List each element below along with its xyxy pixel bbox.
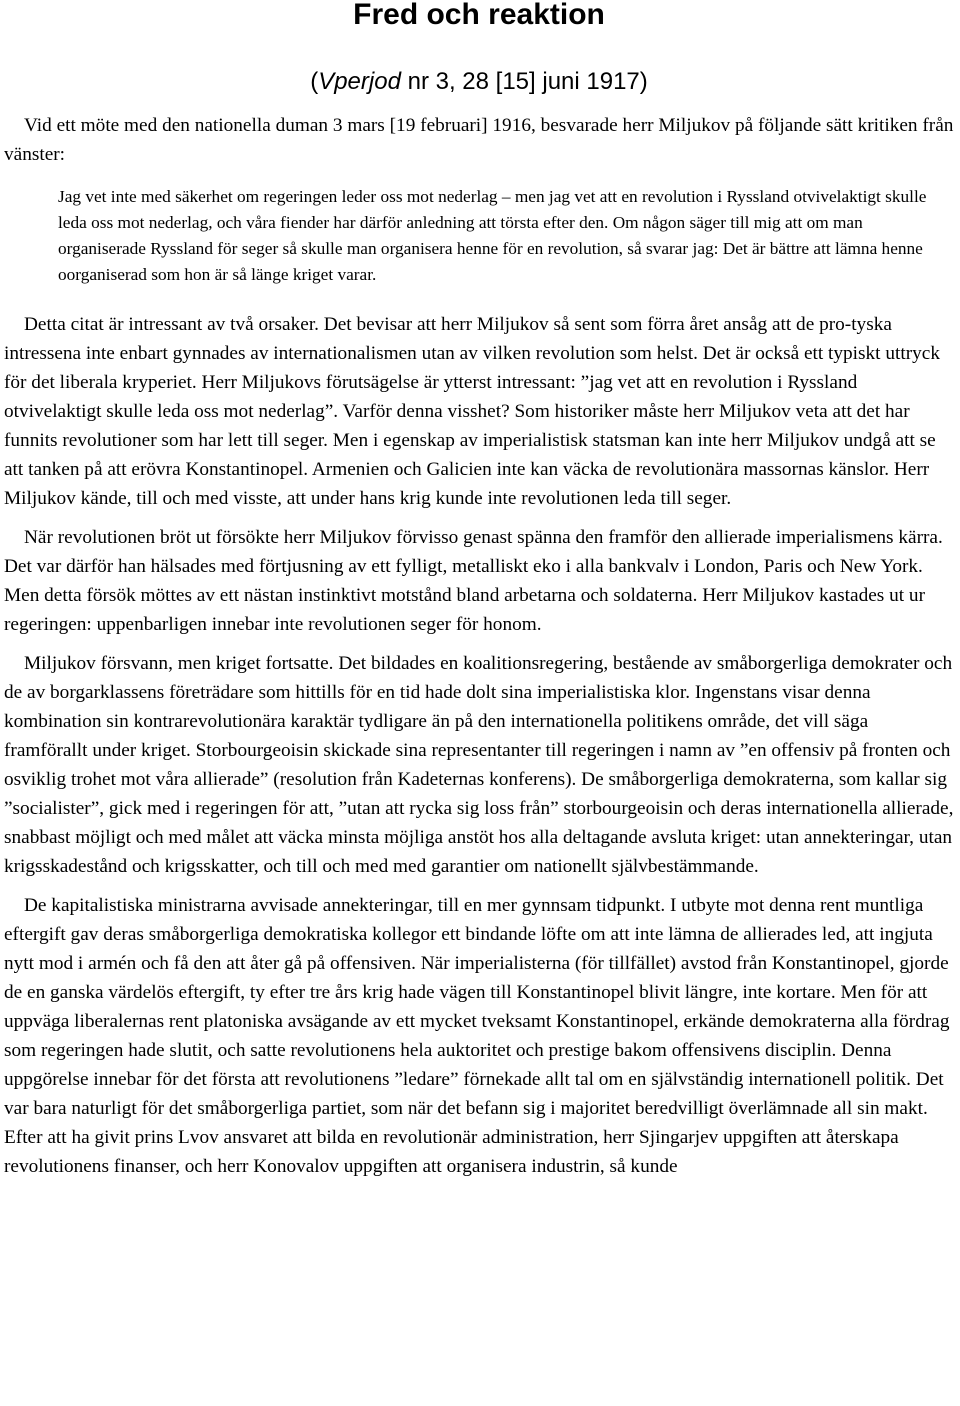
body-paragraph: Detta citat är intressant av två orsaker. Det bevisar att herr Miljukov så sent som förra året ansåg att de pro-tyska intressena inte enbart gynnades av internationalismen utan av vilken revolution som helst. Det är också ett typiskt uttryck för det liberala kryperiet. Herr Miljukovs förutsägelse är ytterst intressant: ”jag vet att en revolution i Ryssland otvivelaktigt skulle leda oss mot nederlag”. Varför denna visshet? Som historiker måste herr Miljukov veta att det har funnits revolutioner som har lett till seger. Men i egenskap av imperialistisk statsman kan inte herr Miljukov undgå att se att tanken på att erövra Konstantinopel. Armenien och Galicien inte kan väcka de revolutionära massornas känslor. Herr Miljukov kände, till och med visste, att under hans krig kunde inte revolutionen leda till seger.	[4, 314, 940, 509]
subtitle-open-paren: (	[310, 68, 319, 95]
document-page	[4, 0, 954, 1181]
document-title: Fred och reaktion	[353, 0, 605, 31]
subtitle-issue-date: nr 3, 28 [15] juni 1917)	[400, 68, 648, 95]
intro-paragraph: Vid ett möte med den nationella duman 3 mars [19 februari] 1916, besvarade herr Miljukov på följande sätt kritiken från vänster:	[4, 115, 954, 165]
body-paragraph: När revolutionen bröt ut försökte herr Miljukov förvisso genast spänna den framför den allierade imperialismens kärra. Det var därför han hälsades med förtjusning av ett fylligt, metalliskt eko i alla bankvalv i London, Paris och New York. Men detta försök möttes av ett nästan instinktivt motstånd bland arbetarna och soldaterna. Herr Miljukov kastades ut ur regeringen: uppenbarligen innebar inte revolutionen seger för honom.	[4, 527, 943, 635]
document-subtitle	[4, 68, 954, 96]
block-quote: Jag vet inte med säkerhet om regeringen leder oss mot nederlag – men jag vet att en revolution i Ryssland otvivelaktigt skulle leda oss mot nederlag, och våra fiender har därför anledning att törsta efter den. Om någon säger till mig att om man organiserade Ryssland för seger så skulle man organisera henne för en revolution, så svarar jag: Det är bättre att lämna henne oorganiserad som hon är så länge kriget varar.	[58, 187, 927, 284]
body-paragraph: De kapitalistiska ministrarna avvisade annekteringar, till en mer gynnsam tidpunkt. I utbyte mot denna rent muntliga eftergift gav deras småborgerliga demokratiska kollegor ett bindande löfte om att inte lämna de allierades led, att ingjuta nytt mod i armén och få den att åter gå på offensiven. När imperialisterna (för tillfället) avstod från Konstantinopel, gjorde de en ganska värdelös eftergift, ty efter tre års krig hade vägen till Konstantinopel blivit längre, inte kortare. Men för att uppväga liberalernas rent platoniska avsägande av ett mycket tveksamt Konstantinopel, erkände demokraterna alla fördrag som regeringen hade slutit, och satte revolutionens hela auktoritet och prestige bakom offensivens disciplin. Denna uppgörelse innebar för det första att revolutionens ”ledare” förnekade allt tal om en självständig internationell politik. Det var bara naturligt för det småborgerliga partiet, som när det befann sig i majoritet beredvilligt överlämnade all sin makt. Efter att ha givit prins Lvov ansvaret att bilda en revolutionär administration, herr Sjingarjev uppgiften att återskapa revolutionens finanser, och herr Konovalov uppgiften att organisera industrin, så kunde	[4, 895, 950, 1177]
publication-name: Vperjod	[318, 68, 401, 95]
body-paragraph: Miljukov försvann, men kriget fortsatte. Det bildades en koalitionsregering, bestående av småborgerliga demokrater och de av borgarklassens företrädare som hittills för en tid hade dolt sina imperialistiska klor. Ingenstans visar denna kombination sin kontrarevolutionära karaktär tydligare än på den internationella politikens område, det vill säga framförallt under kriget. Storbourgeoisin skickade sina representanter till regeringen i namn av ”en offensiv på fronten och osviklig trohet mot våra allierade” (resolution från Kadeternas konferens). De småborgerliga demokraterna, som kallar sig ”socialister”, gick med i regeringen för att, ”utan att rycka sig loss från” storbourgeoisin och deras internationella allierade, snabbast möjligt och med målet att väcka minsta möjliga anstöt hos alla deltagande avsluta kriget: utan annekteringar, utan krigsskadestånd och krigsskatter, och till och med med garantier om nationellt självbestämmande.	[4, 653, 954, 877]
